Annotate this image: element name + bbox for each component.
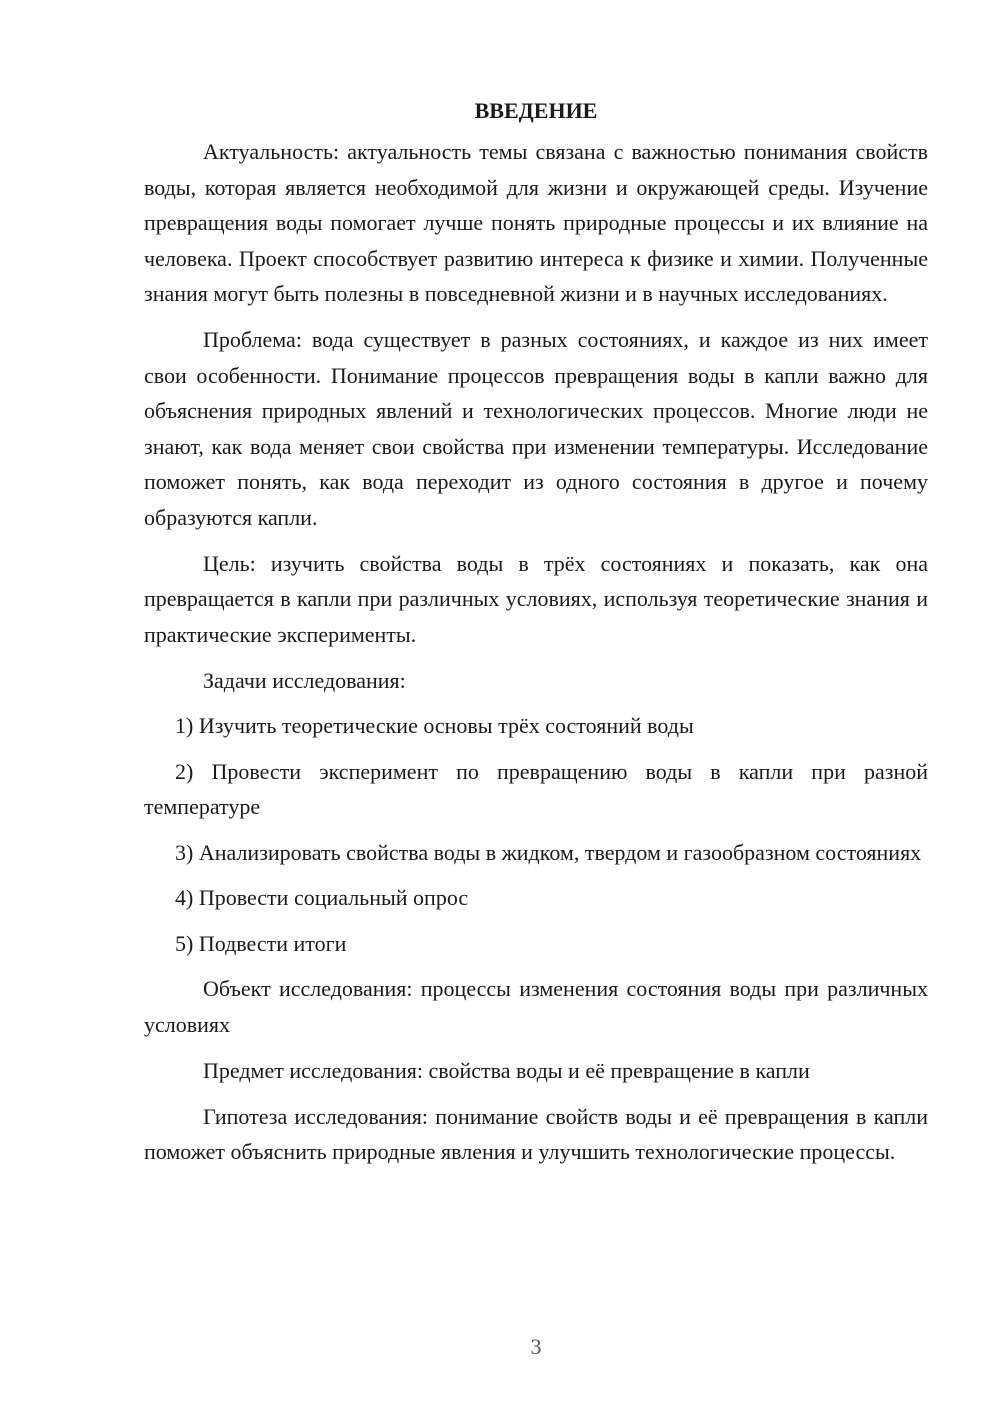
task-item-2: 2) Провести эксперимент по превращению воды в капли при разной температуре: [144, 758, 928, 819]
page-content: [144, 96, 928, 1180]
subject-paragraph: Предмет исследования: свойства воды и её превращение в капли: [203, 1057, 810, 1083]
task-item-3: 3) Анализировать свойства воды в жидком, твердом и газообразном состояниях: [175, 839, 922, 865]
task-item-5: 5) Подвести итоги: [175, 930, 347, 956]
relevance-paragraph: Актуальность: актуальность темы связана с важностью понимания свойств воды, которая является необходимой для жизни и окружающей среды. Изучение превращения воды помогает лучше понять природные процессы и их влияние на человека. Проект способствует развитию интереса к физике и химии. Полученные знания могут быть полезны в повседневной жизни и в научных исследованиях.: [144, 139, 928, 306]
tasks-label: Задачи исследования:: [203, 667, 406, 693]
object-paragraph: Объект исследования: процессы изменения состояния воды при различных условиях: [144, 976, 928, 1037]
goal-paragraph: Цель: изучить свойства воды в трёх состояниях и показать, как она превращается в капли при различных условиях, используя теоретические знания и практические эксперименты.: [144, 550, 928, 647]
section-title: ВВЕДЕНИЕ: [474, 98, 598, 123]
page-number: 3: [530, 1334, 542, 1359]
problem-paragraph: Проблема: вода существует в разных состояниях, и каждое из них имеет свои особенности. Понимание процессов превращения воды в капли важно для объяснения природных явлений и технологических процессов. Многие люди не знают, как вода меняет свои свойства при изменении температуры. Исследование поможет понять, как вода переходит из одного состояния в другое и почему образуются капли.: [144, 327, 928, 530]
task-item-4: 4) Провести социальный опрос: [175, 885, 469, 910]
tasks-list: [144, 708, 928, 961]
hypothesis-paragraph: Гипотеза исследования: понимание свойств воды и её превращения в капли поможет объяснить природные явления и улучшить технологические процессы.: [144, 1103, 928, 1164]
task-item-1: 1) Изучить теоретические основы трёх состояний воды: [175, 713, 694, 738]
